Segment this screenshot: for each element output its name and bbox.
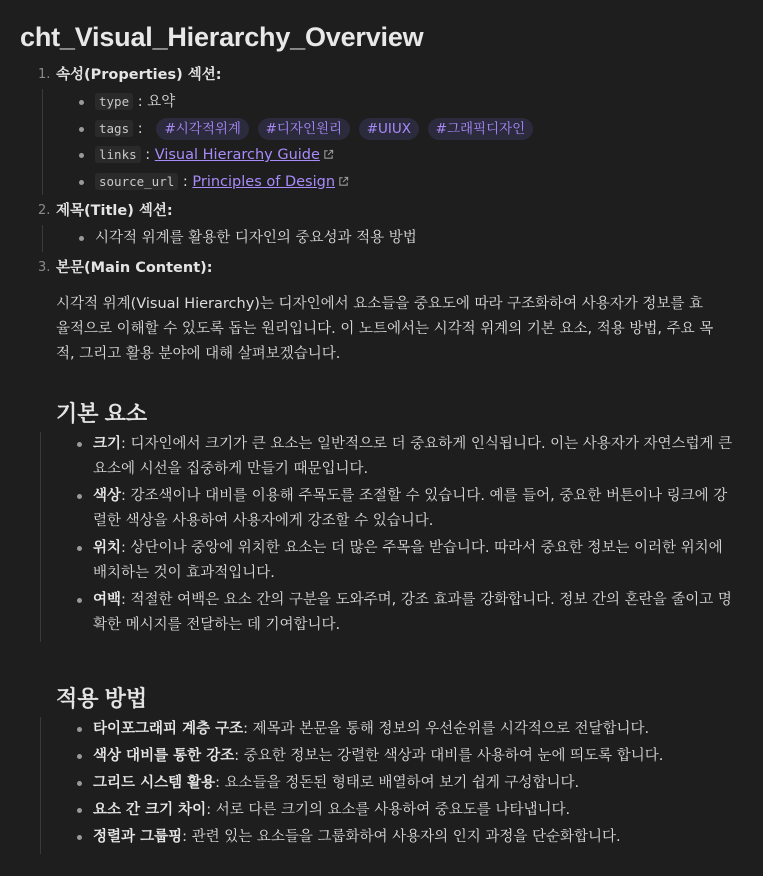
list-item <box>41 771 733 796</box>
item-text: : 관련 있는 요소들을 그룹화하여 사용자의 인지 과정을 단순화합니다. <box>182 828 621 845</box>
item-text: : 중요한 정보는 강렬한 색상과 대비를 사용하여 눈에 띄도록 합니다. <box>234 747 664 764</box>
list-item <box>41 588 733 638</box>
item-text: : 서로 다른 크기의 요소를 사용하여 중요도를 나타냅니다. <box>206 801 571 818</box>
item-text: : 상단이나 중앙에 위치한 요소는 더 많은 주목을 받습니다. 따라서 중요한 정보는 이러한 위치에 배치하는 것이 효과적입니다. <box>93 539 723 581</box>
principles-of-design-link[interactable]: Principles of Design <box>192 173 336 190</box>
property-source-url: source_url : Principles of Design <box>57 169 741 196</box>
methods-list <box>40 717 741 854</box>
main-section-heading: 본문(Main Content): <box>56 259 213 276</box>
item-text: : 요소들을 정돈된 형태로 배열하여 보기 쉽게 구성합니다. <box>215 774 580 791</box>
item-term: 요소 간 크기 차이 <box>93 801 207 818</box>
list-number: 3. <box>38 259 51 275</box>
outline-list <box>20 63 741 280</box>
list-item <box>41 798 733 823</box>
list-item <box>41 744 733 769</box>
item-term: 타이포그래피 계층 구조 <box>93 720 244 737</box>
tag-pill[interactable]: #그래픽디자인 <box>428 118 534 140</box>
item-text: : 디자인에서 크기가 큰 요소는 일반적으로 더 중요하게 인식됩니다. 이는 사용자가 자연스럽게 큰 요소에 시선을 집중하게 만들기 때문입니다. <box>93 435 733 477</box>
external-link-icon <box>338 176 349 187</box>
note-title[interactable]: cht_Visual_Hierarchy_Overview <box>20 22 424 52</box>
external-link-icon <box>323 149 334 160</box>
property-value: 요약 <box>147 94 176 110</box>
item-term: 그리드 시스템 활용 <box>93 774 216 791</box>
tag-pill[interactable]: #UIUX <box>359 118 419 140</box>
basics-list <box>40 432 741 642</box>
basics-heading: 기본 요소 <box>56 400 148 426</box>
property-key: type <box>95 93 133 110</box>
outline-item-properties <box>20 63 741 195</box>
property-type: type : 요약 <box>57 89 741 116</box>
outline-item-title <box>20 199 741 252</box>
list-item <box>41 432 733 482</box>
property-key: source_url <box>95 173 178 190</box>
item-term: 정렬과 그룹핑 <box>93 828 183 845</box>
outline-item-main <box>20 256 741 280</box>
methods-heading: 적용 방법 <box>56 685 148 711</box>
list-item <box>41 484 733 534</box>
item-term: 크기 <box>93 435 122 452</box>
title-section-value: 시각적 위계를 활용한 디자인의 중요성과 적용 방법 <box>57 225 741 252</box>
visual-hierarchy-guide-link[interactable]: Visual Hierarchy Guide <box>154 147 320 163</box>
property-tags: tags : #시각적위계 #디자인원리 #UIUX #그래픽디자인 <box>57 116 741 143</box>
item-term: 색상 <box>93 487 122 504</box>
list-item <box>41 717 733 742</box>
item-term: 색상 대비를 통한 강조 <box>93 747 235 764</box>
item-term: 여백 <box>93 591 122 608</box>
title-section-list <box>42 225 741 252</box>
tag-pill[interactable]: #디자인원리 <box>258 118 351 140</box>
list-number: 2. <box>38 203 51 218</box>
item-term: 위치 <box>93 539 122 556</box>
tag-pill[interactable]: #시각적위계 <box>156 118 249 140</box>
property-key: links <box>95 146 141 163</box>
list-item <box>41 825 733 850</box>
title-section-heading: 제목(Title) 섹션: <box>56 203 173 219</box>
list-number: 1. <box>38 67 51 82</box>
item-text: : 강조색이나 대비를 이용해 주목도를 조절할 수 있습니다. 예를 들어, 중요한 버튼이나 링크에 강렬한 색상을 사용하여 사용자에게 강조할 수 있습니다. <box>93 487 728 529</box>
list-item <box>41 536 733 586</box>
properties-heading: 속성(Properties) 섹션: <box>56 67 222 83</box>
item-text: : 제목과 본문을 통해 정보의 우선순위를 시각적으로 전달합니다. <box>243 720 650 737</box>
property-links: links : Visual Hierarchy Guide <box>57 142 741 169</box>
intro-paragraph: 시각적 위계(Visual Hierarchy)는 디자인에서 요소들을 중요도에 따라 구조화하여 사용자가 정보를 효율적으로 이해할 수 있도록 돕는 원리입니다. 이 노트에서는 시각적 위계의 기본 요소, 적용 방법, 주요 목적, 그리고 활용 분야에 대해 살펴보겠습니다. <box>56 295 714 362</box>
properties-list <box>42 89 741 195</box>
item-text: : 적절한 여백은 요소 간의 구분을 도와주며, 강조 효과를 강화합니다. 정보 간의 혼란을 줄이고 명확한 메시지를 전달하는 데 기여합니다. <box>93 591 732 633</box>
property-key: tags <box>95 120 133 137</box>
